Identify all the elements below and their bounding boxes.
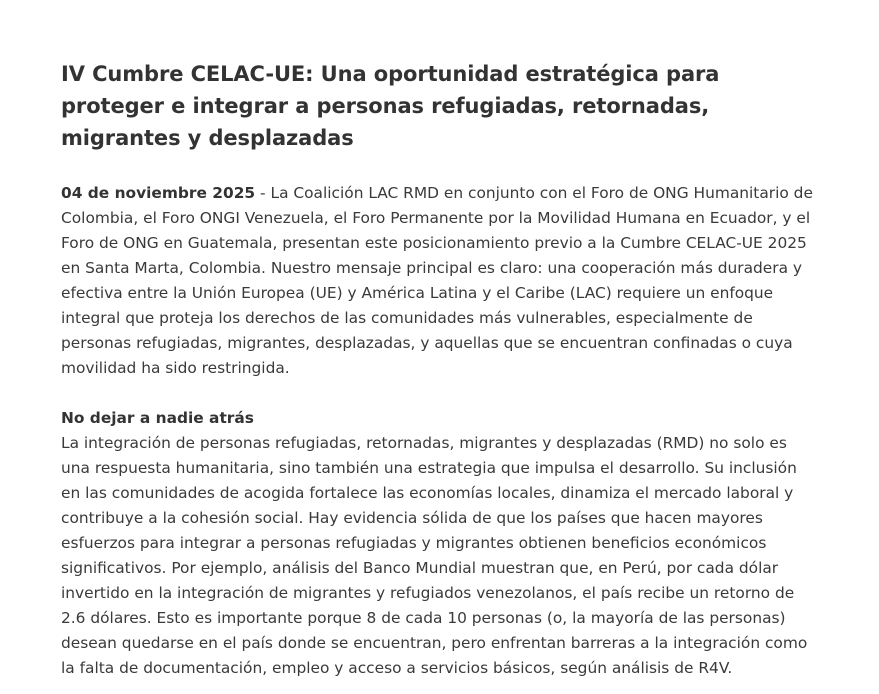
intro-text: La Coalición LAC RMD en conjunto con el Foro de ONG Humanitario de Colombia, el Foro ONGI Venezuela, el Foro Permanente por la Movilidad Humana en Ecuador, y el Foro de ONG en Guatemala, presentan este posicionamiento previo a la Cumbre CELAC-UE 2025 en Santa Marta, Colombia. Nuestro mensaje principal es claro: una cooperación más duradera y efectiva entre la Unión Europea (UE) y América Latina y el Caribe (LAC) requiere un enfoque integral que proteja los derechos de las comunidades más vulnerables, especialmente de personas refugiadas, migrantes, desplazadas, y aquellas que se encuentran confinadas o cuya movilidad ha sido restringida. xyxy=(61,184,813,377)
publication-date: 04 de noviembre 2025 xyxy=(61,184,256,202)
section-no-dejar-a-nadie-atras xyxy=(61,406,819,681)
date-separator: - xyxy=(255,184,271,202)
section-heading: No dejar a nadie atrás xyxy=(61,409,254,427)
intro-paragraph xyxy=(61,181,819,381)
section-body: La integración de personas refugiadas, retornadas, migrantes y desplazadas (RMD) no solo es una respuesta humanitaria, sino también una estrategia que impulsa el desarrollo. Su inclusión en las comunidades de acogida fortalece las economías locales, dinamiza el mercado laboral y contribuye a la cohesión social. Hay evidencia sólida de que los países que hacen mayores esfuerzos para integrar a personas refugiadas y migrantes obtienen beneficios económicos significativos. Por ejemplo, análisis del Banco Mundial muestran que, en Perú, por cada dólar invertido en la integración de migrantes y refugiados venezolanos, el país recibe un retorno de 2.6 dólares. Esto es importante porque 8 de cada 10 personas (o, la mayoría de las personas) desean quedarse en el país donde se encuentran, pero enfrentan barreras a la integración como la falta de documentación, empleo y acceso a servicios básicos, según análisis de R4V. xyxy=(61,434,808,677)
article-title: IV Cumbre CELAC-UE: Una oportunidad estratégica para proteger e integrar a personas refugiadas, retornadas, migrantes y desplazadas xyxy=(61,62,720,150)
